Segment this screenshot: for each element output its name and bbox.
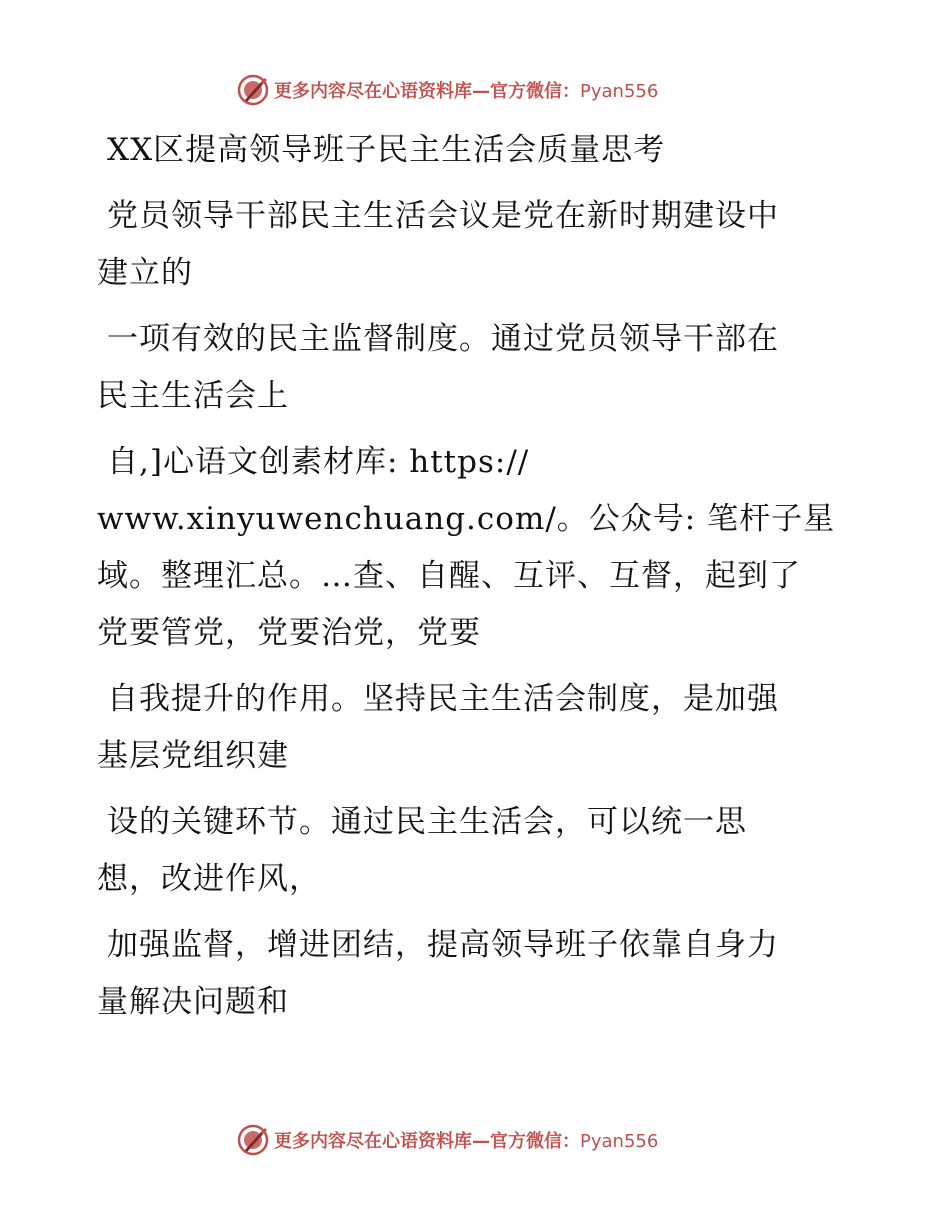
paragraph-line: 自,]心语文创素材库: https:// [107,444,530,480]
header-watermark [236,72,658,108]
watermark-text: 更多内容尽在心语资料库—官方微信： [274,81,580,102]
watermark-wechat-id: Pyan556 [580,81,659,102]
paragraph-line: 建立的 [97,255,193,291]
paragraph-line: 一项有效的民主监督制度。通过党员领导干部在 [107,321,779,357]
paragraph-line: 量解决问题和 [97,984,289,1020]
document-body [97,122,857,1031]
paragraph-line: 加强监督，增进团结，提高领导班子依靠自身力 [107,927,779,963]
pen-seal-logo-icon [236,1123,270,1157]
paragraph-line: 基层党组织建 [97,738,289,774]
watermark-wechat-id: Pyan556 [580,1131,659,1152]
paragraph-line: 自我提升的作用。坚持民主生活会制度，是加强 [107,681,779,717]
paragraph-line: 民主生活会上 [97,378,289,414]
paragraph-line: 党要管党，党要治党，党要 [97,615,481,651]
paragraph-line: www.xinyuwenchuang.com/。公众号: 笔杆子星 [97,501,836,537]
pen-seal-logo-icon [236,73,270,107]
paragraph-line: 党员领导干部民主生活会议是党在新时期建设中 [107,198,779,234]
watermark-text: 更多内容尽在心语资料库—官方微信： [274,1131,580,1152]
paragraph-line: 设的关键环节。通过民主生活会，可以统一思 [107,804,747,840]
paragraph-line: 想，改进作风， [97,861,321,897]
paragraph-line: 域。整理汇总。…查、自醒、互评、互督，起到了 [97,558,801,594]
document-title: XX区提高领导班子民主生活会质量思考 [107,132,666,168]
footer-watermark [236,1122,658,1158]
